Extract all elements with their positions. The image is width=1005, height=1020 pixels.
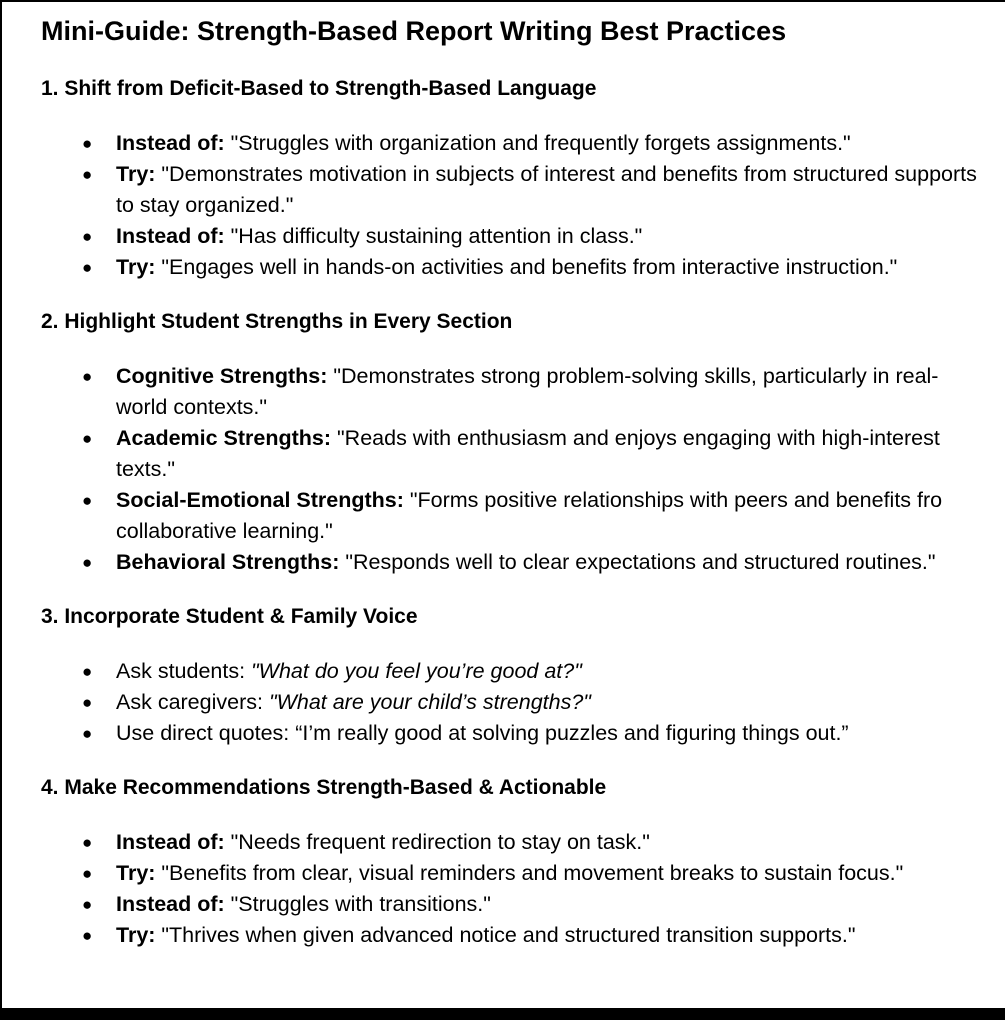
bullet-icon: ● <box>82 693 93 712</box>
item-label: Try: <box>116 162 156 186</box>
bullet-icon: ● <box>82 662 93 681</box>
list-item <box>41 159 986 221</box>
list-item <box>41 718 1005 749</box>
list-item <box>41 547 1005 578</box>
list-item <box>41 889 1005 920</box>
section-list-highlight-strengths <box>41 361 1005 578</box>
item-prefix: Ask caregivers: <box>116 690 269 714</box>
section-list-recommendations <box>41 827 1005 951</box>
item-label: Cognitive Strengths: <box>116 364 328 388</box>
bottom-black-bar <box>0 1008 1005 1020</box>
item-prefix: Use direct quotes: <box>116 721 296 745</box>
item-label: Instead of: <box>116 131 225 155</box>
document-body <box>41 14 1005 951</box>
item-quote: “I’m really good at solving puzzles and figuring things out.” <box>295 721 849 745</box>
item-text: "Demonstrates motivation in subjects of interest and benefits from structured supports to stay organized." <box>116 162 977 217</box>
bullet-icon: ● <box>82 864 93 883</box>
list-item <box>41 221 986 252</box>
section-heading-highlight-strengths: 2. Highlight Student Strengths in Every Section <box>41 310 513 333</box>
list-item <box>41 827 1005 858</box>
list-item <box>41 361 966 423</box>
item-text: "Benefits from clear, visual reminders and movement breaks to sustain focus." <box>155 861 904 885</box>
item-continuation-line: collaborative learning." <box>116 519 333 543</box>
item-text: "Forms positive relationships with peers and benefits fro <box>403 488 943 512</box>
bullet-icon: ● <box>82 553 93 572</box>
item-text: "Needs frequent redirection to stay on task." <box>224 830 650 854</box>
item-label: Behavioral Strengths: <box>116 550 340 574</box>
item-label: Social-Emotional Strengths: <box>116 488 404 512</box>
item-label: Instead of: <box>116 224 225 248</box>
list-item <box>41 858 1005 889</box>
section-heading-recommendations: 4. Make Recommendations Strength-Based & Actionable <box>41 776 607 799</box>
item-quote: "What are your child’s strengths?" <box>268 690 591 714</box>
list-item <box>41 656 1005 687</box>
section-list-student-family-voice <box>41 656 1005 749</box>
item-text: "Engages well in hands-on activities and benefits from interactive instruction." <box>155 255 898 279</box>
item-label: Instead of: <box>116 892 225 916</box>
bullet-icon: ● <box>82 926 93 945</box>
section-heading-shift-language: 1. Shift from Deficit-Based to Strength-Based Language <box>41 77 597 100</box>
bullet-icon: ● <box>82 724 93 743</box>
list-item <box>41 920 1005 951</box>
item-text: "Reads with enthusiasm and enjoys engaging with high-interest texts." <box>116 426 940 481</box>
list-item <box>41 423 1002 485</box>
bullet-icon: ● <box>82 227 93 246</box>
document-title: Mini-Guide: Strength-Based Report Writing Best Practices <box>41 16 787 46</box>
section-heading-student-family-voice: 3. Incorporate Student & Family Voice <box>41 605 418 628</box>
item-prefix: Ask students: <box>116 659 252 683</box>
left-border-line <box>0 0 2 1008</box>
bullet-icon: ● <box>82 429 93 448</box>
list-item <box>41 128 986 159</box>
item-first-line <box>116 485 1005 516</box>
top-border-line <box>0 0 1005 2</box>
item-text: "Demonstrates strong problem-solving skills, particularly in real-world contexts." <box>116 364 939 419</box>
item-label: Try: <box>116 255 156 279</box>
item-line <box>116 550 936 574</box>
list-item <box>41 252 986 283</box>
item-quote: "What do you feel you’re good at?" <box>251 659 582 683</box>
bullet-icon: ● <box>82 895 93 914</box>
item-text: "Has difficulty sustaining attention in class." <box>224 224 643 248</box>
item-label: Try: <box>116 923 156 947</box>
item-text: "Responds well to clear expectations and structured routines." <box>339 550 936 574</box>
bullet-icon: ● <box>82 367 93 386</box>
item-label: Try: <box>116 861 156 885</box>
bullet-icon: ● <box>82 491 93 510</box>
bullet-icon: ● <box>82 258 93 277</box>
list-item <box>41 485 1005 547</box>
item-text: "Struggles with organization and frequently forgets assignments." <box>224 131 851 155</box>
item-label: Instead of: <box>116 830 225 854</box>
section-list-shift-language <box>41 128 1005 283</box>
item-text: "Thrives when given advanced notice and structured transition supports." <box>155 923 856 947</box>
bullet-icon: ● <box>82 134 93 153</box>
bullet-icon: ● <box>82 165 93 184</box>
list-item <box>41 687 1005 718</box>
bullet-icon: ● <box>82 833 93 852</box>
item-label: Academic Strengths: <box>116 426 332 450</box>
item-text: "Struggles with transitions." <box>224 892 491 916</box>
